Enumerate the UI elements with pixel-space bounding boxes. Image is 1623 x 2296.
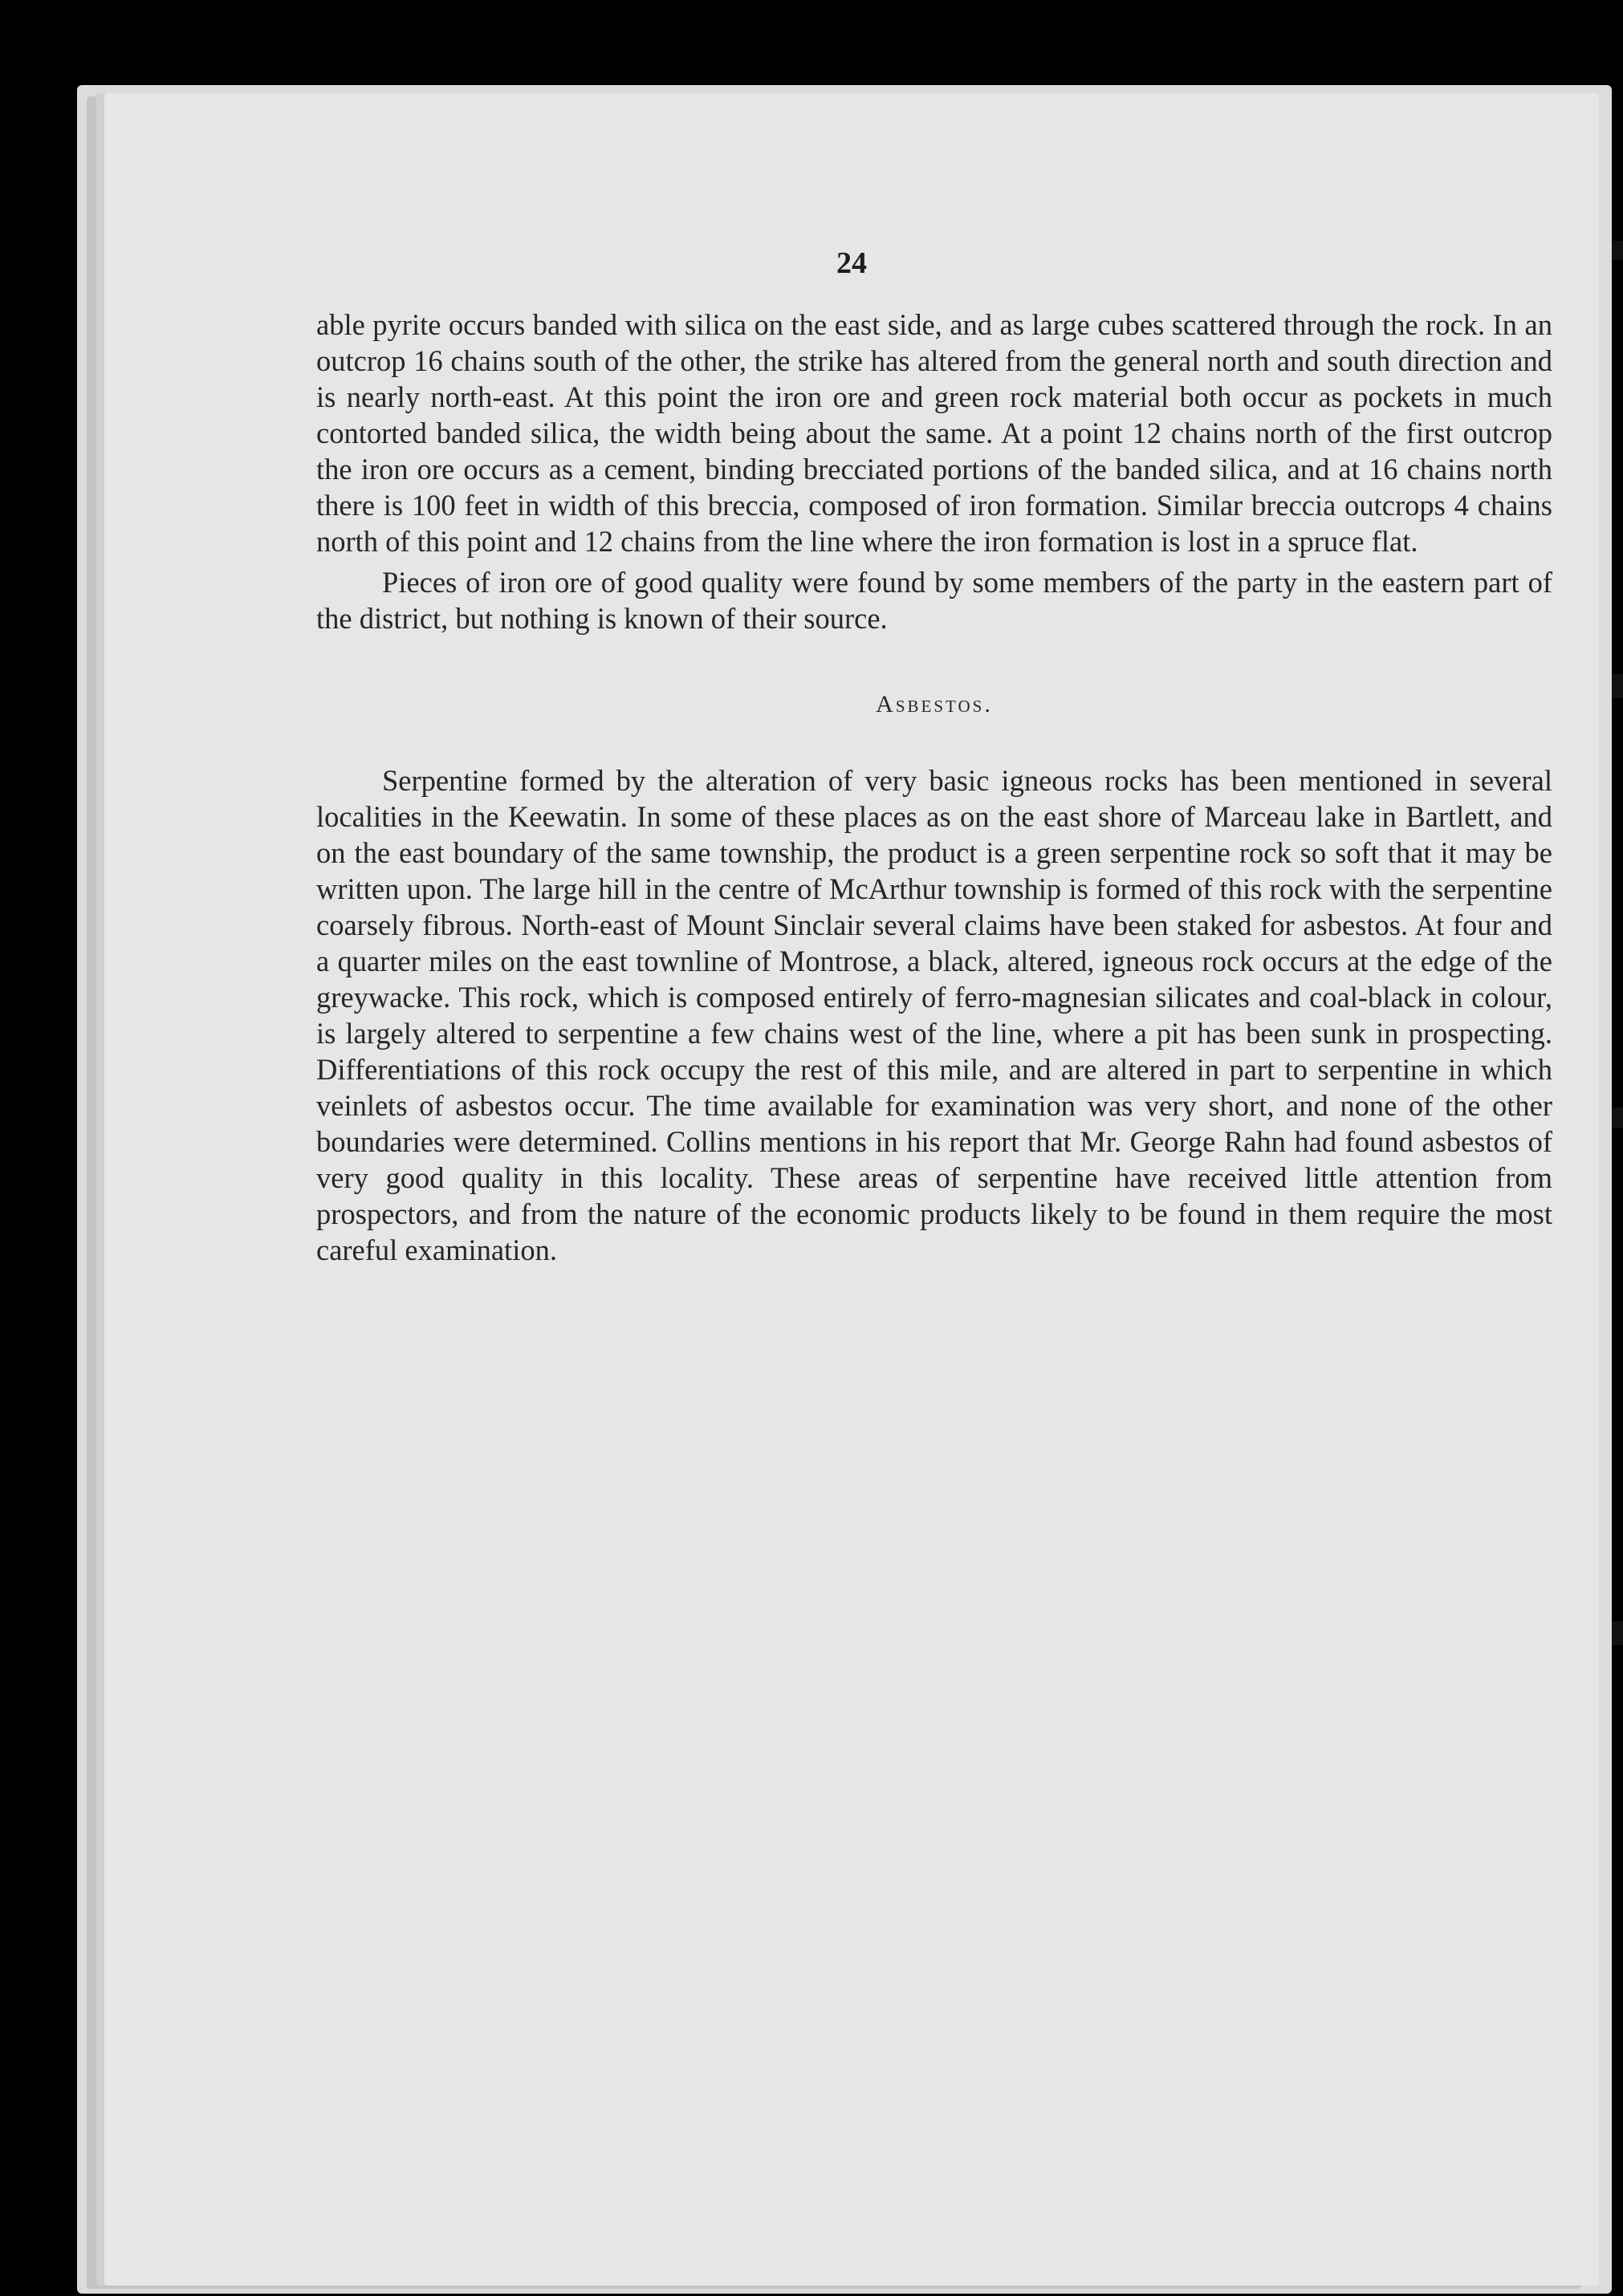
body-text [316,307,1552,1268]
document-page [104,93,1599,2286]
paragraph-iron-ore-pieces: Pieces of iron ore of good quality were found by some members of the party in the eastern part of the district, but nothing is known of their source. [316,566,1552,635]
binding-mark [1612,674,1623,698]
paragraph-iron-ore-continued: able pyrite occurs banded with silica on the east side, and as large cubes scattered through the rock. In an outcrop 16 chains south of the other, the strike has altered from the general north and south direction and is nearly north-east. At this point the iron ore and green rock material both occur as pockets in much contorted banded silica, the width being about the same. At a point 12 chains north of the first outcrop the iron ore occurs as a cement, binding brecciated portions of the banded silica, and at 16 chains north there is 100 feet in width of this breccia, composed of iron formation. Similar breccia outcrops 4 chains north of this point and 12 chains from the line where the iron formation is lost in a spruce flat. [316,308,1552,558]
binding-mark [1612,1107,1623,1128]
page-number: 24 [836,246,867,280]
binding-mark [1612,1621,1623,1645]
paragraph-serpentine: Serpentine formed by the alteration of very basic igneous rocks has been mentioned in several localities in the Keewatin. In some of these places as on the east shore of Marceau lake in Bartlett, and on the east boundary of the same township, the product is a green serpentine rock so soft that it may be written upon. The large hill in the centre of McArthur township is formed of this rock with the serpentine coarsely fibrous. North-east of Mount Sinclair several claims have been staked for asbestos. At four and a quarter miles on the east townline of Montrose, a black, altered, igneous rock occurs at the edge of the greywacke. This rock, which is composed entirely of ferro-magnesian silicates and coal-black in colour, is largely altered to serpentine a few chains west of the line, where a pit has been sunk in prospecting. Differentiations of this rock occupy the rest of this mile, and are altered in part to serpentine in which veinlets of asbestos occur. The time available for examination was very short, and none of the other boundaries were determined. Collins mentions in his report that Mr. George Rahn had found asbestos of very good quality in this locality. These areas of serpentine have received little attention from prospectors, and from the nature of the economic products likely to be found in them require the most careful examination. [316,764,1552,1266]
section-heading-asbestos: Asbestos. [876,691,993,717]
binding-mark [1612,241,1623,260]
